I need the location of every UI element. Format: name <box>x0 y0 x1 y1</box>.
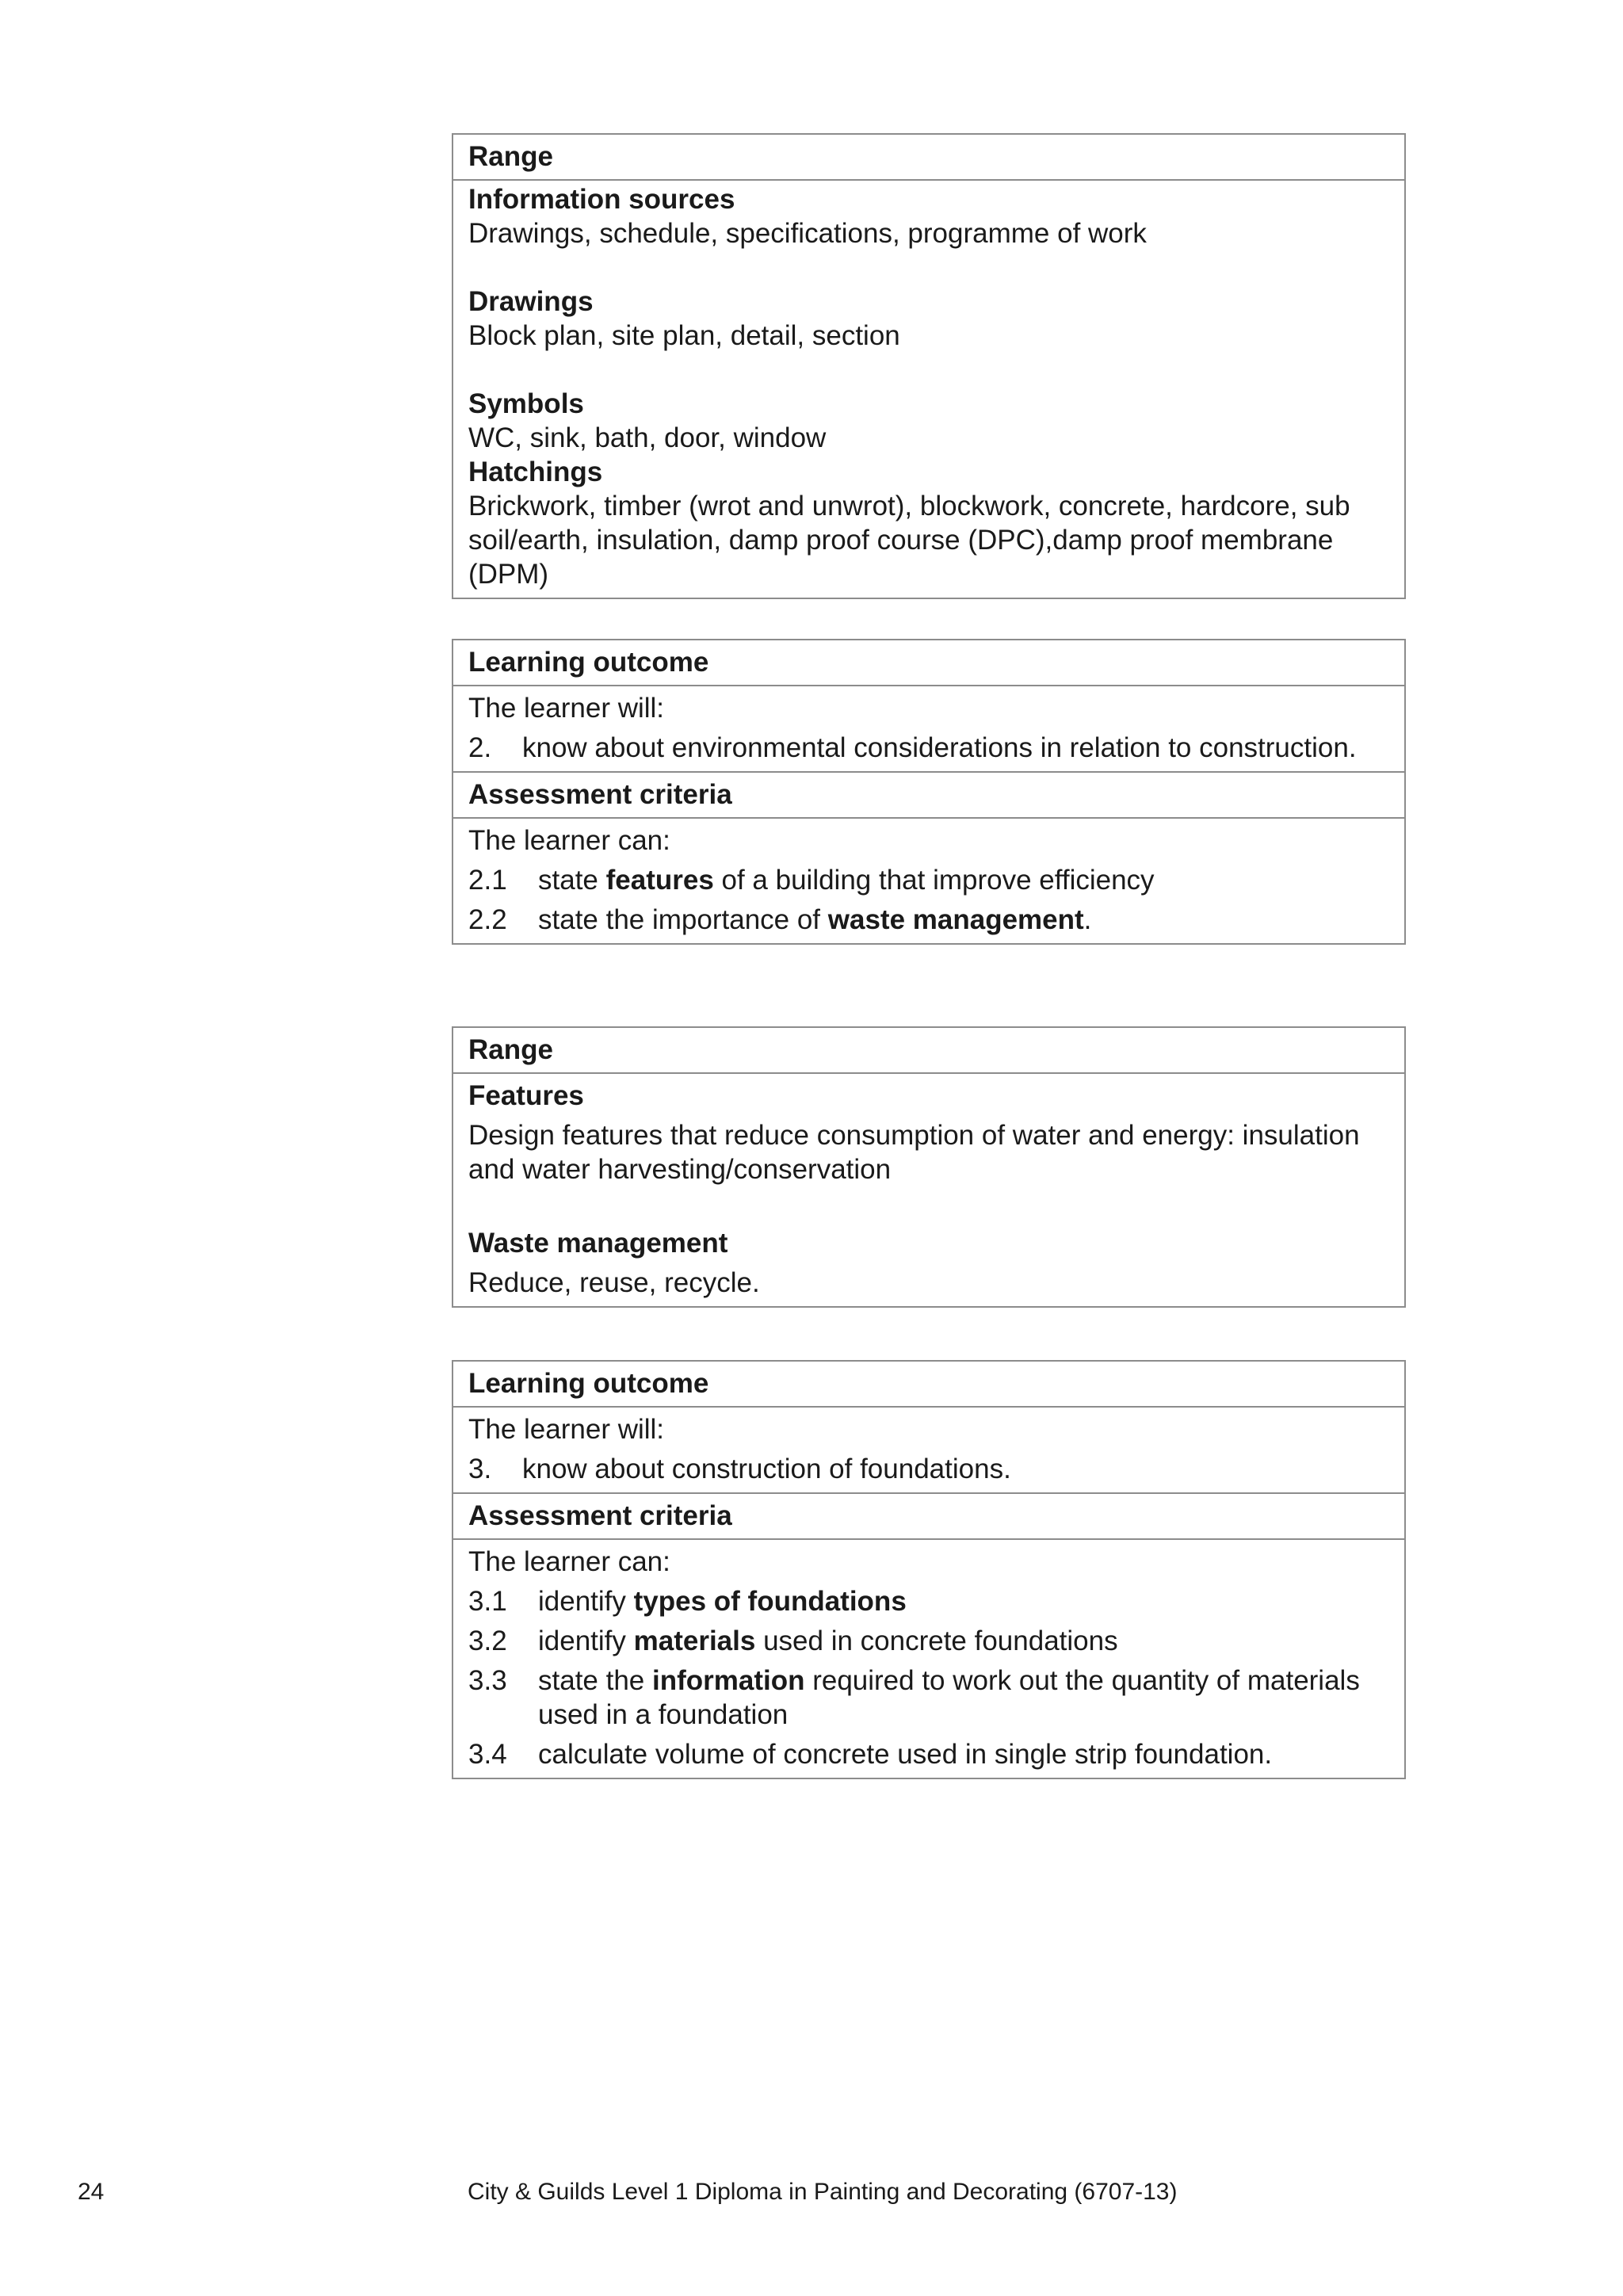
assessment-criteria-body <box>453 1540 1404 1778</box>
learner-will-intro: The learner will: <box>468 693 665 724</box>
range-item-title: Waste management <box>468 1228 728 1259</box>
learning-outcome-body <box>453 1408 1404 1494</box>
learning-outcome-item <box>468 731 1389 765</box>
assessment-criteria-heading: Assessment criteria <box>453 773 1404 819</box>
criterion-text: calculate volume of concrete used in single strip foundation. <box>538 1739 1273 1770</box>
range-body <box>453 1074 1404 1306</box>
assessment-criteria-body <box>453 819 1404 943</box>
criterion-row <box>468 863 1389 897</box>
criterion-row <box>468 903 1389 937</box>
criterion-number: 3.3 <box>468 1665 507 1696</box>
range-item-title: Hatchings <box>468 457 603 487</box>
criterion-number: 3.2 <box>468 1626 507 1656</box>
learning-outcome-heading: Learning outcome <box>453 640 1404 686</box>
range-body <box>453 181 1404 598</box>
outcome-number: 2. <box>468 732 492 763</box>
criterion-row <box>468 1624 1389 1658</box>
criterion-number: 2.2 <box>468 904 507 935</box>
range-heading: Range <box>453 135 1404 181</box>
assessment-criteria-heading: Assessment criteria <box>453 1494 1404 1540</box>
criterion-number: 3.1 <box>468 1586 507 1617</box>
range-item-text: WC, sink, bath, door, window <box>468 422 827 453</box>
criterion-number: 2.1 <box>468 865 507 896</box>
range-item-text: Design features that reduce consumption of water and energy: insulation and water harvesting/conservation <box>468 1120 1360 1185</box>
criterion-row <box>468 1664 1389 1732</box>
outcome-number: 3. <box>468 1454 492 1484</box>
criterion-text: used in concrete foundations <box>755 1626 1118 1656</box>
range-item-text: Block plan, site plan, detail, section <box>468 320 900 351</box>
range-table-1 <box>452 133 1406 599</box>
criterion-keyword: features <box>605 865 714 896</box>
criterion-text: identify <box>538 1626 634 1656</box>
learning-outcome-heading: Learning outcome <box>453 1362 1404 1408</box>
learning-outcome-table-2 <box>452 639 1406 945</box>
criterion-text: of a building that improve efficiency <box>713 865 1155 896</box>
criterion-number: 3.4 <box>468 1739 507 1770</box>
learner-can-intro: The learner can: <box>468 825 670 856</box>
page-number: 24 <box>78 2179 105 2205</box>
criterion-keyword: waste management <box>827 904 1084 935</box>
criterion-keyword: materials <box>633 1626 756 1656</box>
range-item-text: Brickwork, timber (wrot and unwrot), blockwork, concrete, hardcore, sub soil/earth, insulation, damp proof course (DPC),damp proof membrane (DPM) <box>468 491 1350 590</box>
learning-outcome-table-3 <box>452 1360 1406 1779</box>
criterion-text: . <box>1083 904 1092 935</box>
range-table-2 <box>452 1026 1406 1308</box>
criterion-keyword: information <box>651 1665 805 1696</box>
criterion-text: required to work out the quantity of materials used in a foundation <box>538 1665 1360 1730</box>
outcome-text: know about environmental considerations in relation to construction. <box>522 732 1357 763</box>
learning-outcome-item <box>468 1452 1389 1486</box>
range-item-title: Symbols <box>468 388 584 419</box>
criterion-text: state <box>538 865 606 896</box>
criterion-text: state the <box>538 1665 652 1696</box>
criterion-row <box>468 1737 1389 1771</box>
range-heading: Range <box>453 1028 1404 1074</box>
criterion-keyword: types of foundations <box>633 1586 907 1617</box>
range-item-text: Reduce, reuse, recycle. <box>468 1267 760 1298</box>
learning-outcome-body <box>453 686 1404 773</box>
criterion-text: identify <box>538 1586 634 1617</box>
learner-can-intro: The learner can: <box>468 1546 670 1577</box>
criterion-text: state the importance of <box>538 904 828 935</box>
range-item-title: Information sources <box>468 184 735 215</box>
outcome-text: know about construction of foundations. <box>522 1454 1011 1484</box>
footer-title: City & Guilds Level 1 Diploma in Painting and Decorating (6707-13) <box>468 2179 1178 2205</box>
learner-will-intro: The learner will: <box>468 1414 665 1445</box>
range-item-title: Drawings <box>468 286 594 317</box>
criterion-row <box>468 1584 1389 1618</box>
range-item-title: Features <box>468 1080 584 1111</box>
range-item-text: Drawings, schedule, specifications, programme of work <box>468 218 1147 249</box>
